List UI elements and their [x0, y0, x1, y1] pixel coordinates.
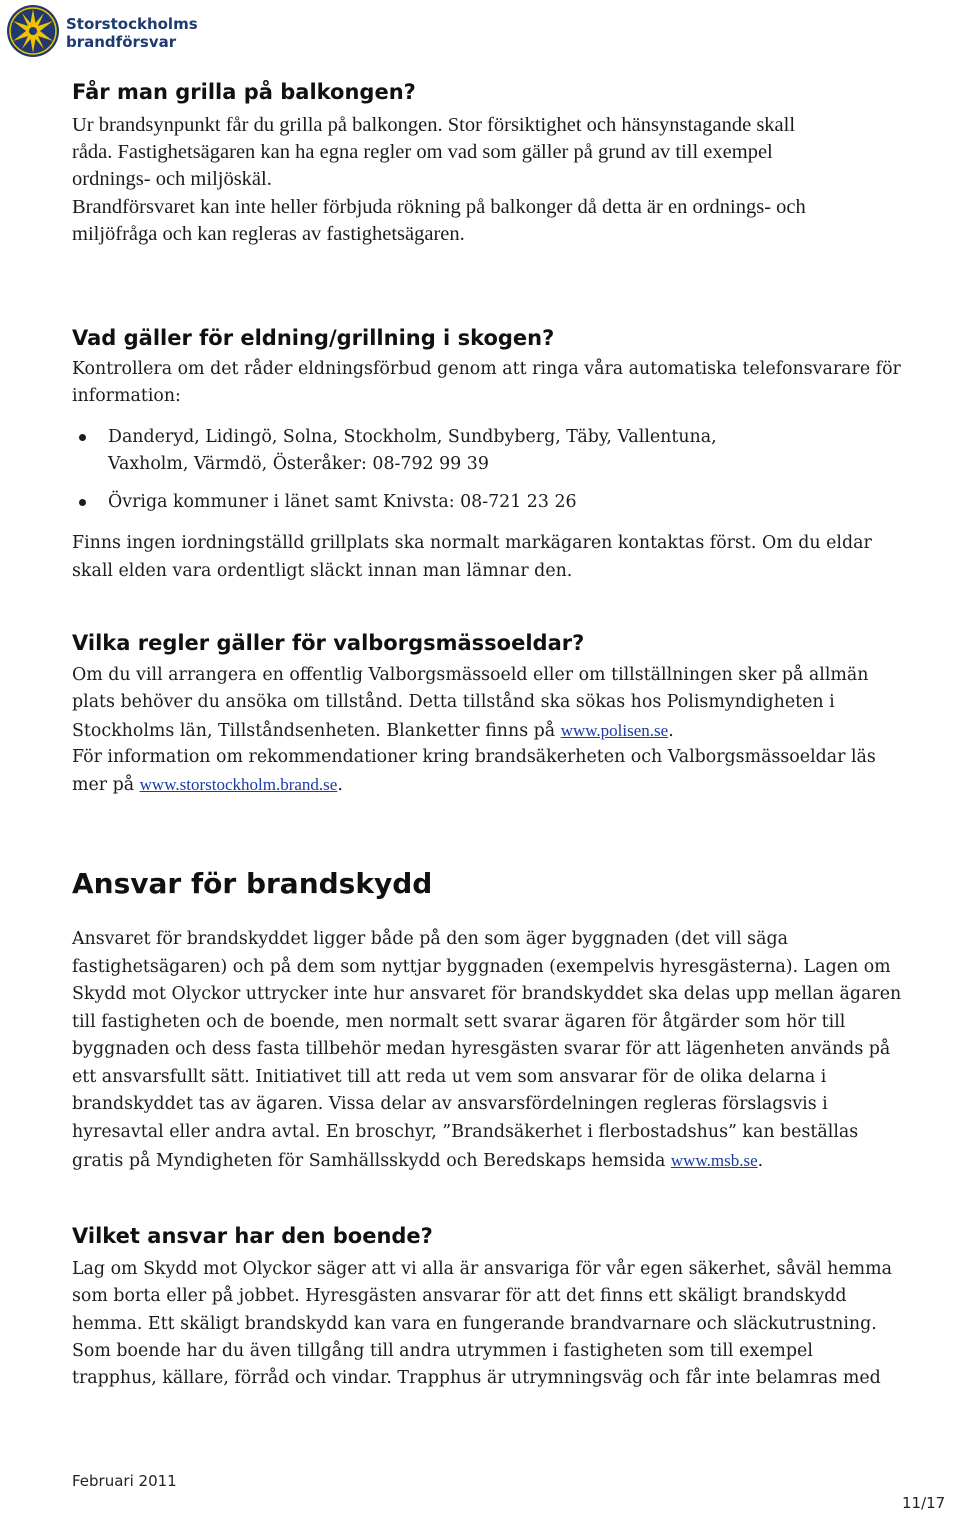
section-heading-boende: Vilket ansvar har den boende? [72, 1224, 433, 1248]
punctuation: . [337, 775, 343, 795]
body-line: Lag om Skydd mot Olyckor säger att vi alla är ansvariga för vår egen säkerhet, såväl hemma [72, 1259, 892, 1279]
footer-date: Februari 2011 [72, 1472, 177, 1490]
body-line: till fastigheten och de boende, men normalt sett svarar ägaren för åtgärder som hör till [72, 1012, 846, 1032]
body-line [72, 1147, 763, 1176]
body-line: råda. Fastighetsägaren kan ha egna regler om vad som gäller på grund av till exempel [72, 141, 773, 163]
main-heading-ansvar: Ansvar för brandskydd [72, 867, 433, 900]
list-item: Övriga kommuner i länet samt Knivsta: 08-721 23 26 [108, 492, 577, 512]
body-line [72, 771, 343, 800]
body-line: information: [72, 386, 181, 406]
star-emblem-icon [6, 4, 60, 58]
body-text: gratis på Myndigheten för Samhällsskydd och Beredskaps hemsida [72, 1151, 671, 1171]
brandforsvar-logo [6, 4, 196, 60]
msb-link[interactable]: www.msb.se [670, 1151, 758, 1170]
body-line: Finns ingen iordningställd grillplats ska normalt markägaren kontaktas först. Om du eldar [72, 533, 872, 553]
body-line: Brandförsvaret kan inte heller förbjuda rökning på balkonger då detta är en ordnings- och [72, 196, 806, 218]
body-line: Kontrollera om det råder eldningsförbud genom att ringa våra automatiska telefonsvarare för [72, 359, 901, 379]
section-heading-grilla: Får man grilla på balkongen? [72, 80, 416, 104]
logo-line-1: Storstockholms [66, 15, 198, 33]
body-line: ett ansvarsfullt sätt. Initiativet till att reda ut vem som ansvarar för de olika delarna i [72, 1067, 827, 1087]
polisen-link[interactable]: www.polisen.se [560, 721, 669, 740]
body-text: Stockholms län, Tillståndsenheten. Blanketter finns på [72, 721, 561, 741]
body-line: hemma. Ett skäligt brandskydd kan vara en fungerande brandvarnare och släckutrustning. [72, 1314, 877, 1334]
punctuation: . [668, 721, 674, 741]
body-line: Ur brandsynpunkt får du grilla på balkongen. Stor försiktighet och hänsynstagande skall [72, 114, 796, 136]
body-line: skall elden vara ordentligt släckt innan man lämnar den. [72, 561, 573, 581]
body-line: Som boende har du även tillgång till andra utrymmen i fastigheten som till exempel [72, 1341, 813, 1361]
punctuation: . [757, 1151, 764, 1171]
body-line: Skydd mot Olyckor uttrycker inte hur ansvaret för brandskyddet ska delas upp mellan ägaren [72, 984, 902, 1004]
section-heading-valborg: Vilka regler gäller för valborgsmässoeldar? [72, 631, 585, 655]
body-line: Ansvaret för brandskyddet ligger både på den som äger byggnaden (det vill säga [72, 929, 788, 949]
page-number: 11/17 [902, 1494, 946, 1512]
body-line: För information om rekommendationer kring brandsäkerheten och Valborgsmässoeldar läs [72, 747, 876, 767]
bullet-icon [79, 434, 86, 441]
body-line [72, 717, 674, 746]
body-line: trapphus, källare, förråd och vindar. Trapphus är utrymningsväg och får inte belamras med [72, 1368, 881, 1388]
body-line: hyresavtal eller andra avtal. En broschyr, ”Brandsäkerhet i flerbostadshus” kan beställas [72, 1122, 859, 1142]
bullet-icon [79, 499, 86, 506]
body-line: miljöfråga och kan regleras av fastighetsägaren. [72, 223, 465, 245]
body-line: brandskyddet tas av ägaren. Vissa delar av ansvarsfördelningen regleras förslagsvis i [72, 1094, 828, 1114]
logo-line-2: brandförsvar [66, 33, 177, 51]
body-line: som borta eller på jobbet. Hyresgästen ansvarar för att det finns ett skäligt brandskydd [72, 1286, 847, 1306]
list-item: Vaxholm, Värmdö, Österåker: 08-792 99 39 [108, 454, 489, 474]
section-heading-eldning: Vad gäller för eldning/grillning i skogen? [72, 326, 555, 350]
body-line: fastighetsägaren) och på dem som nyttjar byggnaden (exempelvis hyresgästerna). Lagen om [72, 957, 891, 977]
body-line: Om du vill arrangera en offentlig Valborgsmässoeld eller om tillställningen sker på allmän [72, 665, 869, 685]
list-item: Danderyd, Lidingö, Solna, Stockholm, Sundbyberg, Täby, Vallentuna, [108, 427, 717, 447]
storstockholm-link[interactable]: www.storstockholm.brand.se [139, 775, 338, 794]
body-line: ordnings- och miljöskäl. [72, 168, 272, 190]
body-line: byggnaden och dess fasta tillbehör medan hyresgästen svarar för att lägenheten används på [72, 1039, 891, 1059]
body-text: mer på [72, 775, 140, 795]
body-line: plats behöver du ansöka om tillstånd. Detta tillstånd ska sökas hos Polismyndigheten i [72, 692, 835, 712]
